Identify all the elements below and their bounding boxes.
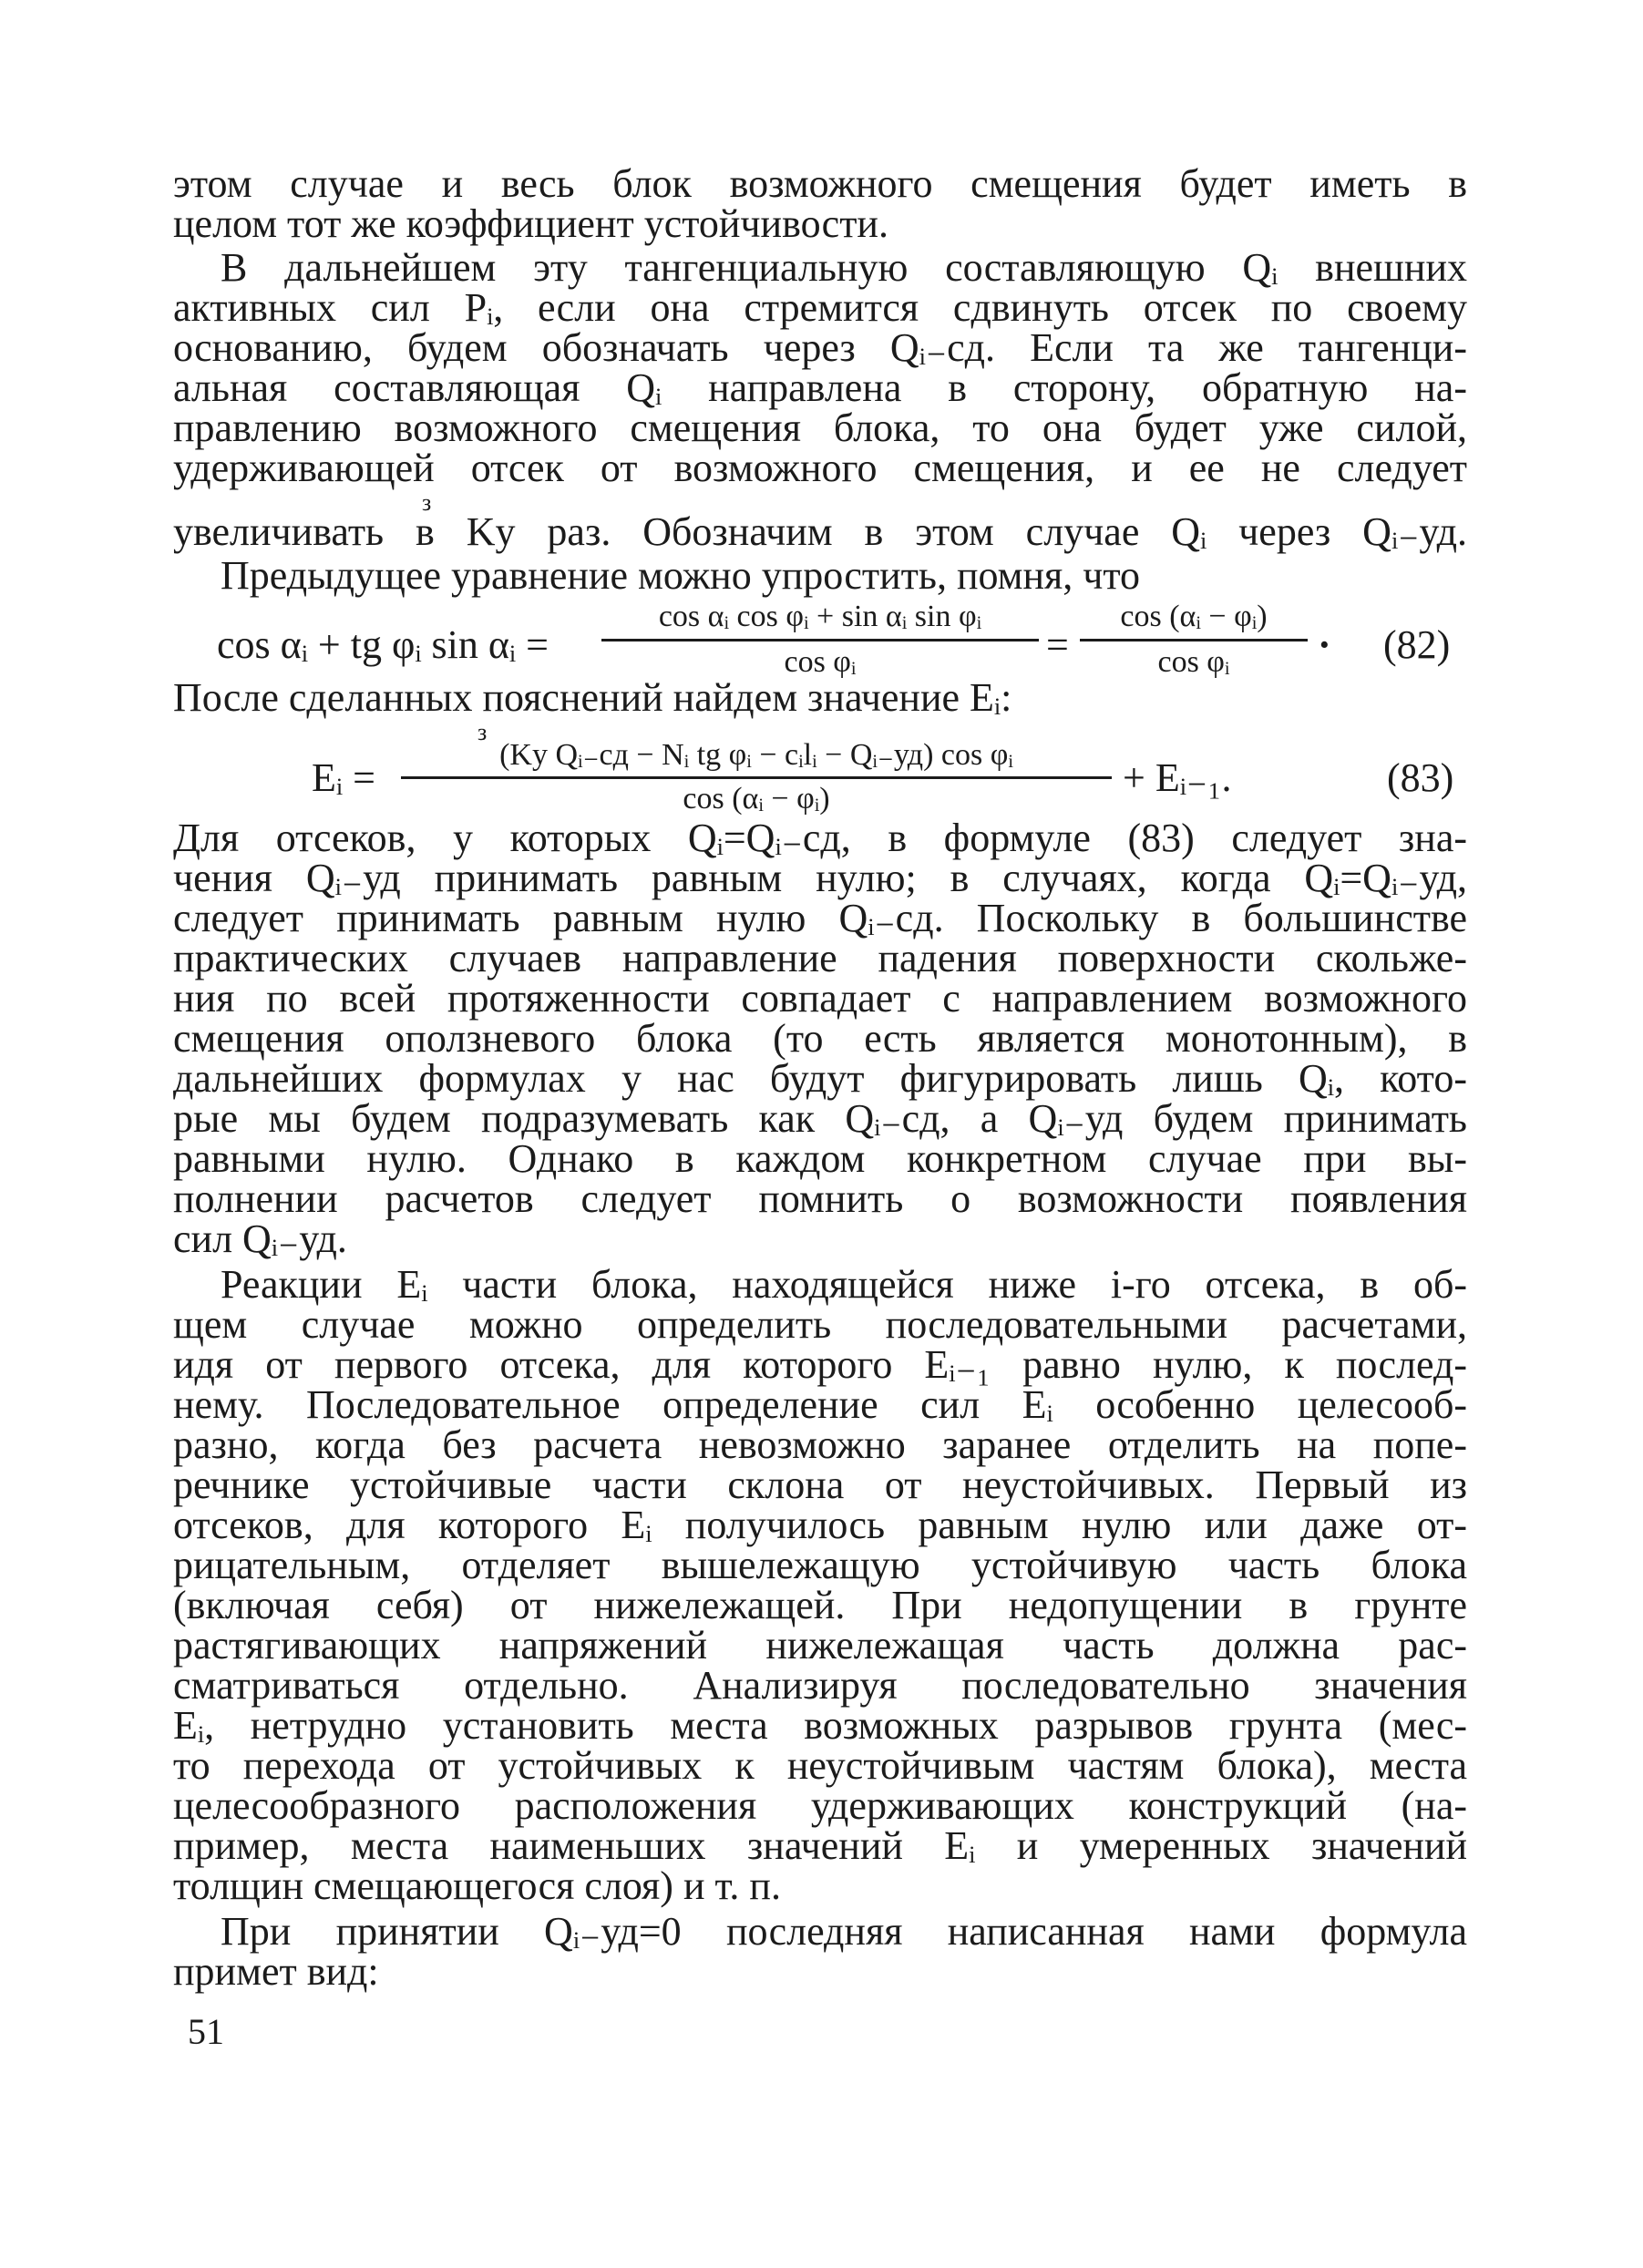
text-line: В дальнейшем эту тангенциальную составляющую Qᵢ внешних [221,245,1467,290]
text-line: При принятии Qᵢ₋уд=0 последняя написанная нами формула [221,1909,1467,1954]
text-line: примет вид: [173,1949,379,1994]
eq82-lhs: cos αᵢ + tg φᵢ sin αᵢ = [217,622,549,667]
text-line: После сделанных пояснений найдем значение Eᵢ: [173,675,1012,720]
eq82-denominator-2: cos φᵢ [1157,645,1230,679]
text-line: полнении расчетов следует помнить о возможности появления [173,1176,1467,1221]
eq82-equals: = [1046,622,1069,667]
eq82-number: (82) [1383,622,1451,667]
text-line: рые мы будем подразумевать как Qᵢ₋сд, а Qᵢ₋уд будем принимать [173,1096,1467,1141]
eq83-number: (83) [1387,755,1454,800]
eq83-rhs: + Eᵢ₋₁. [1123,755,1232,800]
text-line: чения Qᵢ₋уд принимать равным нулю; в случаях, когда Qᵢ=Qᵢ₋уд, [173,856,1467,900]
text-line: пример, места наименьших значений Eᵢ и умеренных значений [173,1823,1467,1868]
text-line: Для отсеков, у которых Qᵢ=Qᵢ₋сд, в формуле (83) следует зна- [173,816,1467,860]
text-line: рицательным, отделяет вышележащую устойчивую часть блока [173,1543,1467,1587]
eq82-fraction-bar-1 [601,639,1039,641]
text-line: (включая себя) от нижележащей. При недопущении в грунте [173,1583,1467,1627]
text-line: этом случае и весь блок возможного смещения будет иметь в [173,161,1467,206]
text-line: щем случае можно определить последовательными расчетами, [173,1302,1467,1347]
text-line: то перехода от устойчивых к неустойчивым частям блока), места [173,1743,1467,1788]
eq83-fraction-bar [401,776,1112,779]
text-line: растягивающих напряжений нижележащая часть должна рас- [173,1623,1467,1668]
eq82-fraction-bar-2 [1080,639,1308,641]
text-line: увеличивать в Kу раз. Обозначим в этом случае Qᵢ через Qᵢ₋уд. [173,509,1467,554]
text-line: основанию, будем обозначать через Qᵢ₋сд. Если та же тангенци- [173,325,1467,370]
text-line: нему. Последовательное определение сил Eᵢ особенно целесооб- [173,1382,1467,1427]
eq83-denominator: cos (αᵢ − φᵢ) [683,782,830,816]
eq83-lhs: Eᵢ = [312,755,375,800]
eq82-numerator-2: cos (αᵢ − φᵢ) [1120,600,1268,633]
text-line: целом тот же коэффициент устойчивости. [173,201,888,246]
text-line: смещения оползневого блока (то есть является монотонным), в [173,1016,1467,1061]
text-line: следует принимать равным нулю Qᵢ₋сд. Поскольку в большинстве [173,896,1467,940]
text-line: удерживающей отсек от возможного смещения, и ее не следует [173,446,1467,490]
eq82-dot: · [1318,622,1331,667]
text-line: практических случаев направление падения поверхности скольже- [173,936,1467,980]
text-line: разно, когда без расчета невозможно заранее отделить на попе- [173,1422,1467,1467]
text-line: идя от первого отсека, для которого Eᵢ₋₁ равно нулю, к послед- [173,1342,1467,1387]
text-line: речнике устойчивые части склона от неустойчивых. Первый из [173,1462,1467,1507]
eq82-denominator-1: cos φᵢ [784,645,857,679]
page-number: 51 [188,2011,224,2052]
text-line: ния по всей протяженности совпадает с направлением возможного [173,976,1467,1021]
text-line: Предыдущее уравнение можно упростить, помня, что [221,553,1141,598]
text-line: целесообразного расположения удерживающих конструкций (на- [173,1783,1467,1828]
text-line: сил Qᵢ₋уд. [173,1216,347,1261]
text-line: отсеков, для которого Eᵢ получилось равным нулю или даже от- [173,1503,1467,1547]
eq82-numerator-1: cos αᵢ cos φᵢ + sin αᵢ sin φᵢ [658,600,982,633]
eq83-numerator: (Kу Qᵢ₋сд − Nᵢ tg φᵢ − cᵢlᵢ − Qᵢ₋уд) cos φᵢ [499,738,1013,772]
text-line: активных сил Pᵢ, если она стремится сдвинуть отсек по своему [173,285,1467,330]
text-line: равными нулю. Однако в каждом конкретном случае при вы- [173,1136,1467,1181]
eq83-superscript-3: з [477,719,488,745]
text-line: альная составляющая Qᵢ направлена в сторону, обратную на- [173,365,1467,410]
text-line: сматриваться отдельно. Анализируя последовательно значения [173,1663,1467,1708]
text-line: толщин смещающегося слоя) и т. п. [173,1863,781,1908]
text-line: Eᵢ, нетрудно установить места возможных разрывов грунта (мес- [173,1703,1467,1748]
text-line: правлению возможного смещения блока, то она будет уже силой, [173,405,1467,450]
text-line: дальнейших формулах у нас будут фигурировать лишь Qᵢ, кото- [173,1056,1467,1101]
text-line: Реакции Eᵢ части блока, находящейся ниже i-го отсека, в об- [221,1262,1467,1307]
superscript-3: з [422,489,432,516]
